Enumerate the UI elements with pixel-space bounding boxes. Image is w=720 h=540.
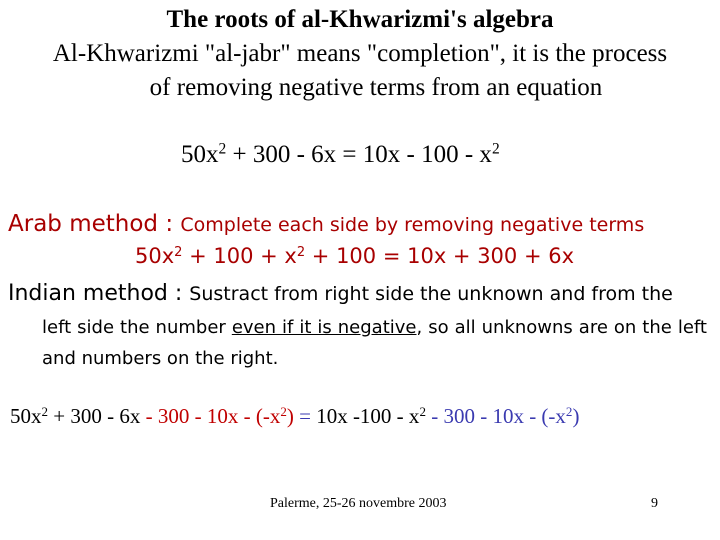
indian-method-label: Indian method : [8,281,190,306]
equation-original: $50x^2 + 300 - 6x = 10x - 100 - x^2$ [181,140,500,168]
indian-method-text: Sustract from right side the unknown and from the [189,283,673,305]
arab-method-text: Complete each side by removing negative terms [180,214,645,236]
arab-method-line [8,211,644,237]
arab-method-label: Arab method : [8,211,181,237]
page-number: 9 [651,496,658,511]
equation-arab: $50x^2 + 100 + x^2 + 100 = 10x + 300 + 6x$ [135,244,575,268]
footer-text: Palerme, 25-26 novembre 2003 [270,496,447,511]
indian-method-line [8,281,673,306]
page-title: The roots of al-Khwarizmi's algebra [166,6,554,33]
equation-indian: $50x^2 + 300 - 6x - 300 - 10x - (-x^2) = 10x$ $-100 - x^2 - 300 - 10x - (-x^2)$ [10,403,580,428]
underlined-phrase: even if it is negative [231,317,417,338]
subtitle-line-1: Al-Khwarizmi "al-jabr" means "completion", it is the process [52,40,668,67]
indian-method-paragraph: left side the number even if it is negative, so all unknowns are on the left and numbers on the right. [42,317,707,369]
subtitle-line-2: of removing negative terms from an equation [149,74,603,101]
